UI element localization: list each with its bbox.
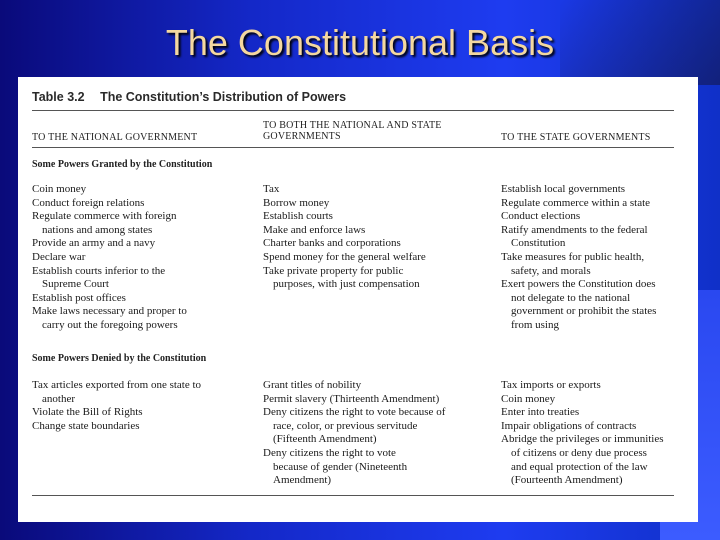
list-item: Deny citizens the right to vote: [263, 446, 396, 459]
table-caption: [32, 90, 346, 104]
header-both: TO BOTH THE NATIONAL AND STATE GOVERNMENTS: [263, 120, 442, 142]
list-item: Coin money: [32, 183, 87, 195]
list-item: Permit slavery (Thirteenth Amendment): [263, 392, 440, 405]
table-number: Table 3.2: [32, 90, 85, 104]
list-item: Charter banks and corporations: [263, 237, 401, 250]
list-item: purposes, with just compensation: [273, 278, 420, 291]
table-panel: [18, 77, 698, 522]
granted-national-list: [32, 183, 187, 333]
granted-both-list: [263, 183, 426, 292]
denied-both-list: [263, 379, 445, 488]
list-item: Regulate commerce within a state: [501, 196, 651, 209]
list-item: Grant titles of nobility: [263, 379, 362, 391]
list-item: Exert powers the Constitution does: [501, 278, 656, 291]
list-item: Ratify amendments to the federal: [501, 223, 648, 236]
list-item: (Fourteenth Amendment): [511, 474, 623, 487]
list-item: Borrow money: [263, 196, 330, 209]
list-item: Make laws necessary and proper to: [32, 305, 187, 318]
list-item: Change state boundaries: [32, 419, 140, 432]
list-item: Enter into treaties: [501, 406, 580, 419]
list-item: Establish post offices: [32, 291, 126, 304]
list-item: another: [42, 392, 75, 405]
list-item: Tax imports or exports: [501, 379, 601, 391]
list-item: Deny citizens the right to vote because of: [263, 406, 446, 419]
bottom-rule: [32, 495, 674, 496]
caption-rule: [32, 110, 674, 111]
denied-national-list: [32, 379, 201, 433]
list-item: Make and enforce laws: [263, 223, 366, 236]
list-item: government or prohibit the states: [511, 305, 657, 318]
list-item: safety, and morals: [511, 264, 591, 277]
slide-title: The Constitutional Basis: [165, 22, 555, 63]
list-item: carry out the foregoing powers: [42, 318, 178, 331]
granted-state-list: [501, 183, 656, 333]
list-item: from using: [511, 318, 559, 331]
list-item: Coin money: [501, 392, 556, 405]
list-item: Impair obligations of contracts: [501, 419, 637, 432]
header-national: TO THE NATIONAL GOVERNMENT: [32, 132, 198, 143]
list-item: Regulate commerce with foreign: [32, 210, 177, 223]
list-item: Constitution: [511, 237, 566, 250]
list-item: of citizens or deny due process: [511, 446, 647, 459]
list-item: Spend money for the general welfare: [263, 250, 426, 263]
list-item: and equal protection of the law: [511, 460, 648, 473]
header-state: TO THE STATE GOVERNMENTS: [501, 132, 651, 143]
list-item: Conduct foreign relations: [32, 196, 145, 209]
list-item: nations and among states: [42, 223, 153, 236]
list-item: Conduct elections: [501, 210, 581, 223]
list-item: Provide an army and a navy: [32, 237, 156, 250]
denied-state-list: [501, 379, 664, 488]
list-item: Tax: [263, 183, 280, 195]
list-item: Establish courts: [263, 210, 333, 223]
list-item: Establish local governments: [501, 183, 626, 195]
list-item: Take measures for public health,: [501, 250, 645, 263]
section-denied-heading: Some Powers Denied by the Constitution: [32, 353, 207, 364]
list-item: (Fifteenth Amendment): [273, 433, 377, 446]
list-item: Abridge the privileges or immunities: [501, 433, 664, 446]
list-item: race, color, or previous servitude: [273, 419, 418, 432]
list-item: Supreme Court: [42, 278, 109, 291]
list-item: Declare war: [32, 250, 86, 263]
section-granted-heading: Some Powers Granted by the Constitution: [32, 159, 213, 170]
header-rule: [32, 147, 674, 148]
list-item: Take private property for public: [263, 264, 404, 277]
list-item: Tax articles exported from one state to: [32, 379, 202, 391]
list-item: Establish courts inferior to the: [32, 264, 166, 277]
list-item: Amendment): [273, 474, 332, 487]
list-item: not delegate to the national: [511, 291, 631, 304]
list-item: because of gender (Nineteenth: [273, 460, 408, 473]
table-title: The Constitution’s Distribution of Powers: [100, 90, 347, 104]
list-item: Violate the Bill of Rights: [32, 406, 143, 419]
